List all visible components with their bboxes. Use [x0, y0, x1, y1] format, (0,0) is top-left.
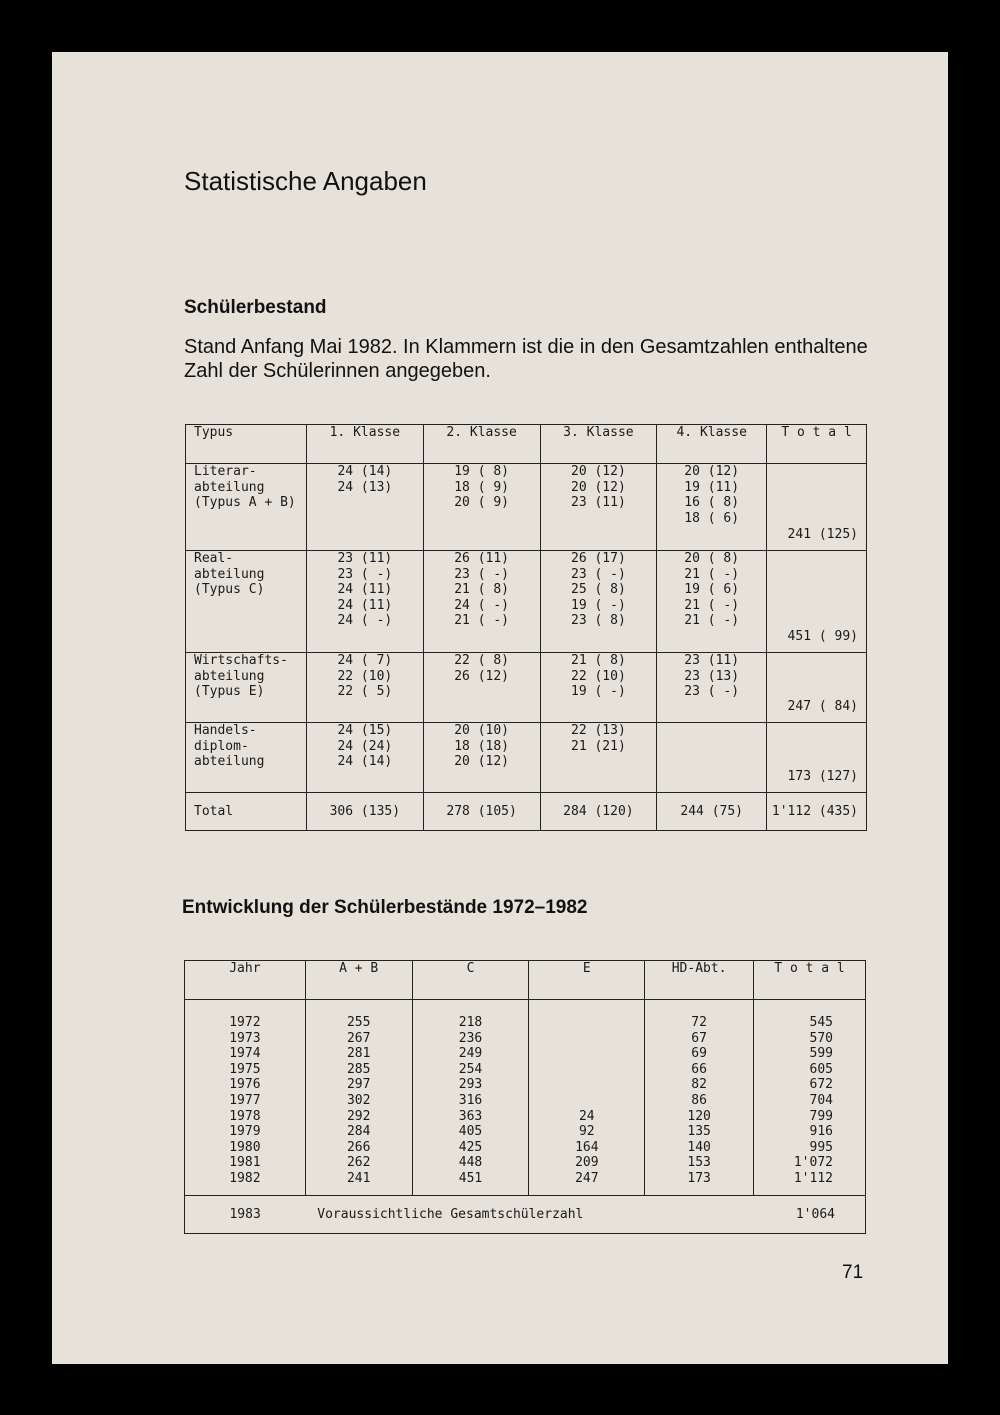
hd-column: [645, 1000, 754, 1196]
cell-line: 21 ( -): [684, 597, 740, 613]
cell-line: Real-: [194, 551, 234, 566]
klasse-2-cell: [423, 723, 540, 793]
cell-line: 672: [809, 1077, 833, 1093]
table-row: [186, 464, 867, 551]
cell-line: 293: [458, 1077, 483, 1093]
cell-line: 26 (17): [571, 551, 626, 566]
cell-line: (Typus E): [194, 684, 265, 699]
header-ab: A + B: [305, 961, 412, 1000]
klasse-4-cell: [657, 551, 767, 653]
total-grand: 1'112 (435): [767, 793, 867, 831]
cell-line: 281: [346, 1046, 371, 1062]
cell-line: 135: [687, 1124, 711, 1140]
cell-line: 545: [809, 1015, 833, 1030]
cell-line: [529, 1093, 644, 1109]
cell-line: 1977: [229, 1092, 261, 1108]
cell-line: 1'072: [793, 1155, 833, 1171]
cell-line: 25 ( 8): [571, 582, 626, 597]
cell-line: 24: [578, 1108, 595, 1124]
klasse-1-cell: [306, 723, 423, 793]
cell-line: 22 (10): [337, 668, 393, 684]
cell-line: 20 (12): [571, 479, 626, 495]
cell-line: 140: [687, 1139, 711, 1155]
cell-line: 266: [346, 1139, 371, 1155]
cell-line: 164: [575, 1139, 599, 1155]
intro-paragraph: Stand Anfang Mai 1982. In Klammern ist die in den Gesamtzahlen enthaltene Zahl der Schülerinnen angegeben.: [184, 336, 868, 382]
header-total: T o t a l: [767, 425, 867, 464]
cell-line: 297: [346, 1077, 371, 1093]
cell-line: 599: [809, 1046, 833, 1062]
cell-line: 21 ( -): [454, 613, 510, 628]
cell-line: 267: [346, 1030, 371, 1046]
cell-line: 21 ( 8): [571, 653, 626, 668]
typus-cell: [186, 464, 307, 551]
cell-line: 255: [346, 1015, 371, 1030]
cell-line: 24 (13): [337, 479, 393, 495]
cell-line: 262: [346, 1155, 371, 1171]
total-klasse-2: 278 (105): [423, 793, 540, 831]
table-row: [186, 723, 867, 793]
klasse-2-cell: [423, 551, 540, 653]
cell-line: 209: [575, 1155, 599, 1171]
header-klasse-1: 1. Klasse: [306, 425, 423, 464]
cell-line: 26 (11): [454, 551, 510, 566]
cell-line: 1976: [229, 1077, 261, 1093]
cell-line: 285: [346, 1061, 371, 1077]
cell-line: 799: [809, 1108, 833, 1124]
cell-line: 24 (14): [337, 464, 393, 479]
klasse-4-cell: [657, 653, 767, 723]
cell-line: Literar-: [194, 464, 257, 479]
cell-line: 72: [691, 1015, 707, 1030]
cell-line: 24 ( -): [454, 597, 510, 613]
cell-line: 302: [346, 1092, 371, 1108]
cell-line: 23 (11): [337, 551, 393, 566]
cell-line: 254: [458, 1061, 483, 1077]
cell-line: 284: [346, 1124, 371, 1140]
cell-line: 363: [458, 1108, 483, 1124]
klasse-3-cell: [540, 551, 657, 653]
table-header-row: [185, 961, 866, 1000]
cell-line: 24 (24): [337, 738, 393, 754]
cell-line: 19 ( 8): [454, 464, 510, 479]
cell-line: (Typus C): [194, 582, 265, 597]
jahr-column: [185, 1000, 306, 1196]
cell-line: 82: [691, 1077, 707, 1093]
cell-line: 23 (13): [684, 668, 740, 684]
cell-line: 69: [691, 1046, 707, 1062]
cell-line: (Typus A + B): [194, 495, 296, 510]
cell-line: 22 ( 8): [454, 653, 510, 668]
cell-line: 21 ( -): [684, 566, 740, 582]
header-klasse-2: 2. Klasse: [423, 425, 540, 464]
cell-line: 20 (12): [684, 464, 740, 479]
cell-line: 605: [809, 1061, 833, 1077]
klasse-3-cell: [540, 723, 657, 793]
page-number: 71: [842, 1262, 864, 1283]
cell-line: 1981: [229, 1155, 261, 1171]
e-column: [529, 1000, 645, 1196]
cell-line: 1974: [229, 1046, 261, 1062]
cell-line: 292: [346, 1108, 371, 1124]
klasse-2-cell: [423, 653, 540, 723]
cell-line: 20 ( 9): [454, 495, 510, 510]
header-jahr: Jahr: [185, 961, 306, 1000]
cell-line: [529, 1077, 644, 1093]
cell-line: 23 ( -): [684, 684, 740, 699]
header-hd-abt: HD-Abt.: [645, 961, 754, 1000]
forecast-row: [185, 1195, 866, 1233]
cell-line: 20 ( 8): [684, 551, 740, 566]
klasse-1-cell: [306, 551, 423, 653]
cell-line: 67: [691, 1030, 707, 1046]
cell-line: 241: [346, 1170, 371, 1186]
cell-line: 23 (11): [684, 653, 740, 668]
cell-line: 66: [691, 1061, 707, 1077]
header-klasse-3: 3. Klasse: [540, 425, 657, 464]
cell-line: 316: [458, 1092, 483, 1108]
cell-line: [529, 1031, 644, 1047]
cell-line: 23 ( -): [337, 566, 393, 582]
cell-line: 22 (13): [571, 723, 626, 738]
klasse-3-cell: [540, 653, 657, 723]
total-klasse-4: 244 (75): [657, 793, 767, 831]
cell-line: 1975: [229, 1061, 261, 1077]
total-cell: 247 ( 84): [767, 653, 867, 723]
cell-line: 451: [458, 1170, 483, 1186]
cell-line: 23 (11): [571, 495, 626, 510]
cell-line: 448: [458, 1155, 483, 1171]
document-page: [52, 52, 948, 1364]
cell-line: Handels-: [194, 723, 257, 738]
cell-line: 236: [458, 1030, 483, 1046]
table-data-row: [185, 1000, 866, 1196]
c-column: [412, 1000, 529, 1196]
forecast-label: Voraussichtliche Gesamtschülerzahl: [305, 1195, 753, 1233]
schuelerbestand-table: [185, 424, 867, 831]
cell-line: 120: [687, 1108, 711, 1124]
total-klasse-1: 306 (135): [306, 793, 423, 831]
cell-line: 23 ( 8): [571, 613, 626, 628]
cell-line: 1982: [229, 1170, 261, 1186]
cell-line: 425: [458, 1139, 483, 1155]
cell-line: 173: [687, 1170, 711, 1186]
total-label: Total: [186, 793, 307, 831]
cell-line: 23 ( -): [571, 566, 626, 582]
cell-line: 26 (12): [454, 668, 510, 684]
header-typus: Typus: [186, 425, 307, 464]
typus-cell: [186, 551, 307, 653]
cell-line: 22 (10): [571, 668, 626, 684]
cell-line: 405: [458, 1124, 483, 1140]
cell-line: [529, 1015, 644, 1031]
cell-line: 704: [809, 1092, 833, 1108]
cell-line: 1979: [229, 1124, 261, 1140]
cell-line: 20 (12): [454, 754, 510, 769]
cell-line: 20 (12): [571, 464, 626, 479]
total-cell: 241 (125): [767, 464, 867, 551]
ab-column: [305, 1000, 412, 1196]
cell-line: 20 (10): [454, 723, 510, 738]
cell-line: abteilung: [194, 668, 265, 684]
klasse-4-cell: [657, 723, 767, 793]
table-row: [186, 551, 867, 653]
cell-line: 249: [458, 1046, 483, 1062]
table-header-row: [186, 425, 867, 464]
total-column: [754, 1000, 866, 1196]
total-cell: 173 (127): [767, 723, 867, 793]
klasse-2-cell: [423, 464, 540, 551]
cell-line: 86: [691, 1092, 707, 1108]
cell-line: abteilung: [194, 479, 265, 495]
cell-line: [529, 1062, 644, 1078]
cell-line: 23 ( -): [454, 566, 510, 582]
cell-line: 24 ( 7): [337, 653, 393, 668]
total-row: [186, 793, 867, 831]
cell-line: 92: [578, 1124, 595, 1140]
typus-cell: [186, 723, 307, 793]
cell-line: 16 ( 8): [684, 495, 740, 510]
cell-line: 1'112: [793, 1170, 833, 1186]
cell-line: [529, 1046, 644, 1062]
klasse-3-cell: [540, 464, 657, 551]
cell-line: 916: [809, 1124, 833, 1140]
section-heading-entwicklung: Entwicklung der Schülerbestände 1972–1982: [182, 897, 588, 918]
cell-line: 18 ( 9): [454, 479, 510, 495]
klasse-4-cell: [657, 464, 767, 551]
cell-line: 1972: [229, 1015, 261, 1030]
cell-line: abteilung: [194, 754, 265, 769]
cell-line: 24 ( -): [337, 613, 393, 628]
cell-line: 19 ( -): [571, 597, 626, 613]
cell-line: 995: [809, 1139, 833, 1155]
cell-line: 19 ( 6): [684, 582, 740, 597]
section-heading-schuelerbestand: Schülerbestand: [184, 297, 327, 318]
cell-line: 18 (18): [454, 738, 510, 754]
klasse-1-cell: [306, 653, 423, 723]
typus-cell: [186, 653, 307, 723]
cell-line: 153: [687, 1155, 711, 1171]
klasse-1-cell: [306, 464, 423, 551]
header-c: C: [412, 961, 529, 1000]
header-e: E: [529, 961, 645, 1000]
cell-line: 22 ( 5): [337, 684, 393, 699]
total-cell: 451 ( 99): [767, 551, 867, 653]
cell-line: 18 ( 6): [684, 510, 740, 526]
table-row: [186, 653, 867, 723]
cell-line: 21 (21): [571, 738, 626, 754]
cell-line: 19 (11): [684, 479, 740, 495]
cell-line: 24 (15): [337, 723, 393, 738]
cell-line: 24 (11): [337, 597, 393, 613]
page-title: Statistische Angaben: [184, 166, 427, 196]
cell-line: 24 (11): [337, 582, 393, 597]
cell-line: Wirtschafts-: [194, 653, 288, 668]
cell-line: 21 ( 8): [454, 582, 510, 597]
total-klasse-3: 284 (120): [540, 793, 657, 831]
cell-line: 24 (14): [337, 754, 393, 769]
cell-line: 1973: [229, 1030, 261, 1046]
cell-line: abteilung: [194, 566, 265, 582]
cell-line: 218: [458, 1015, 483, 1030]
cell-line: 21 ( -): [684, 613, 740, 628]
cell-line: diplom-: [194, 738, 249, 754]
cell-line: 19 ( -): [571, 684, 626, 699]
forecast-year: 1983: [185, 1195, 306, 1233]
cell-line: 1980: [229, 1139, 261, 1155]
forecast-value: 1'064: [754, 1195, 866, 1233]
cell-line: 247: [575, 1170, 599, 1186]
header-klasse-4: 4. Klasse: [657, 425, 767, 464]
cell-line: 570: [809, 1030, 833, 1046]
header-total: T o t a l: [754, 961, 866, 1000]
entwicklung-table: [184, 960, 866, 1234]
cell-line: 1978: [229, 1108, 261, 1124]
